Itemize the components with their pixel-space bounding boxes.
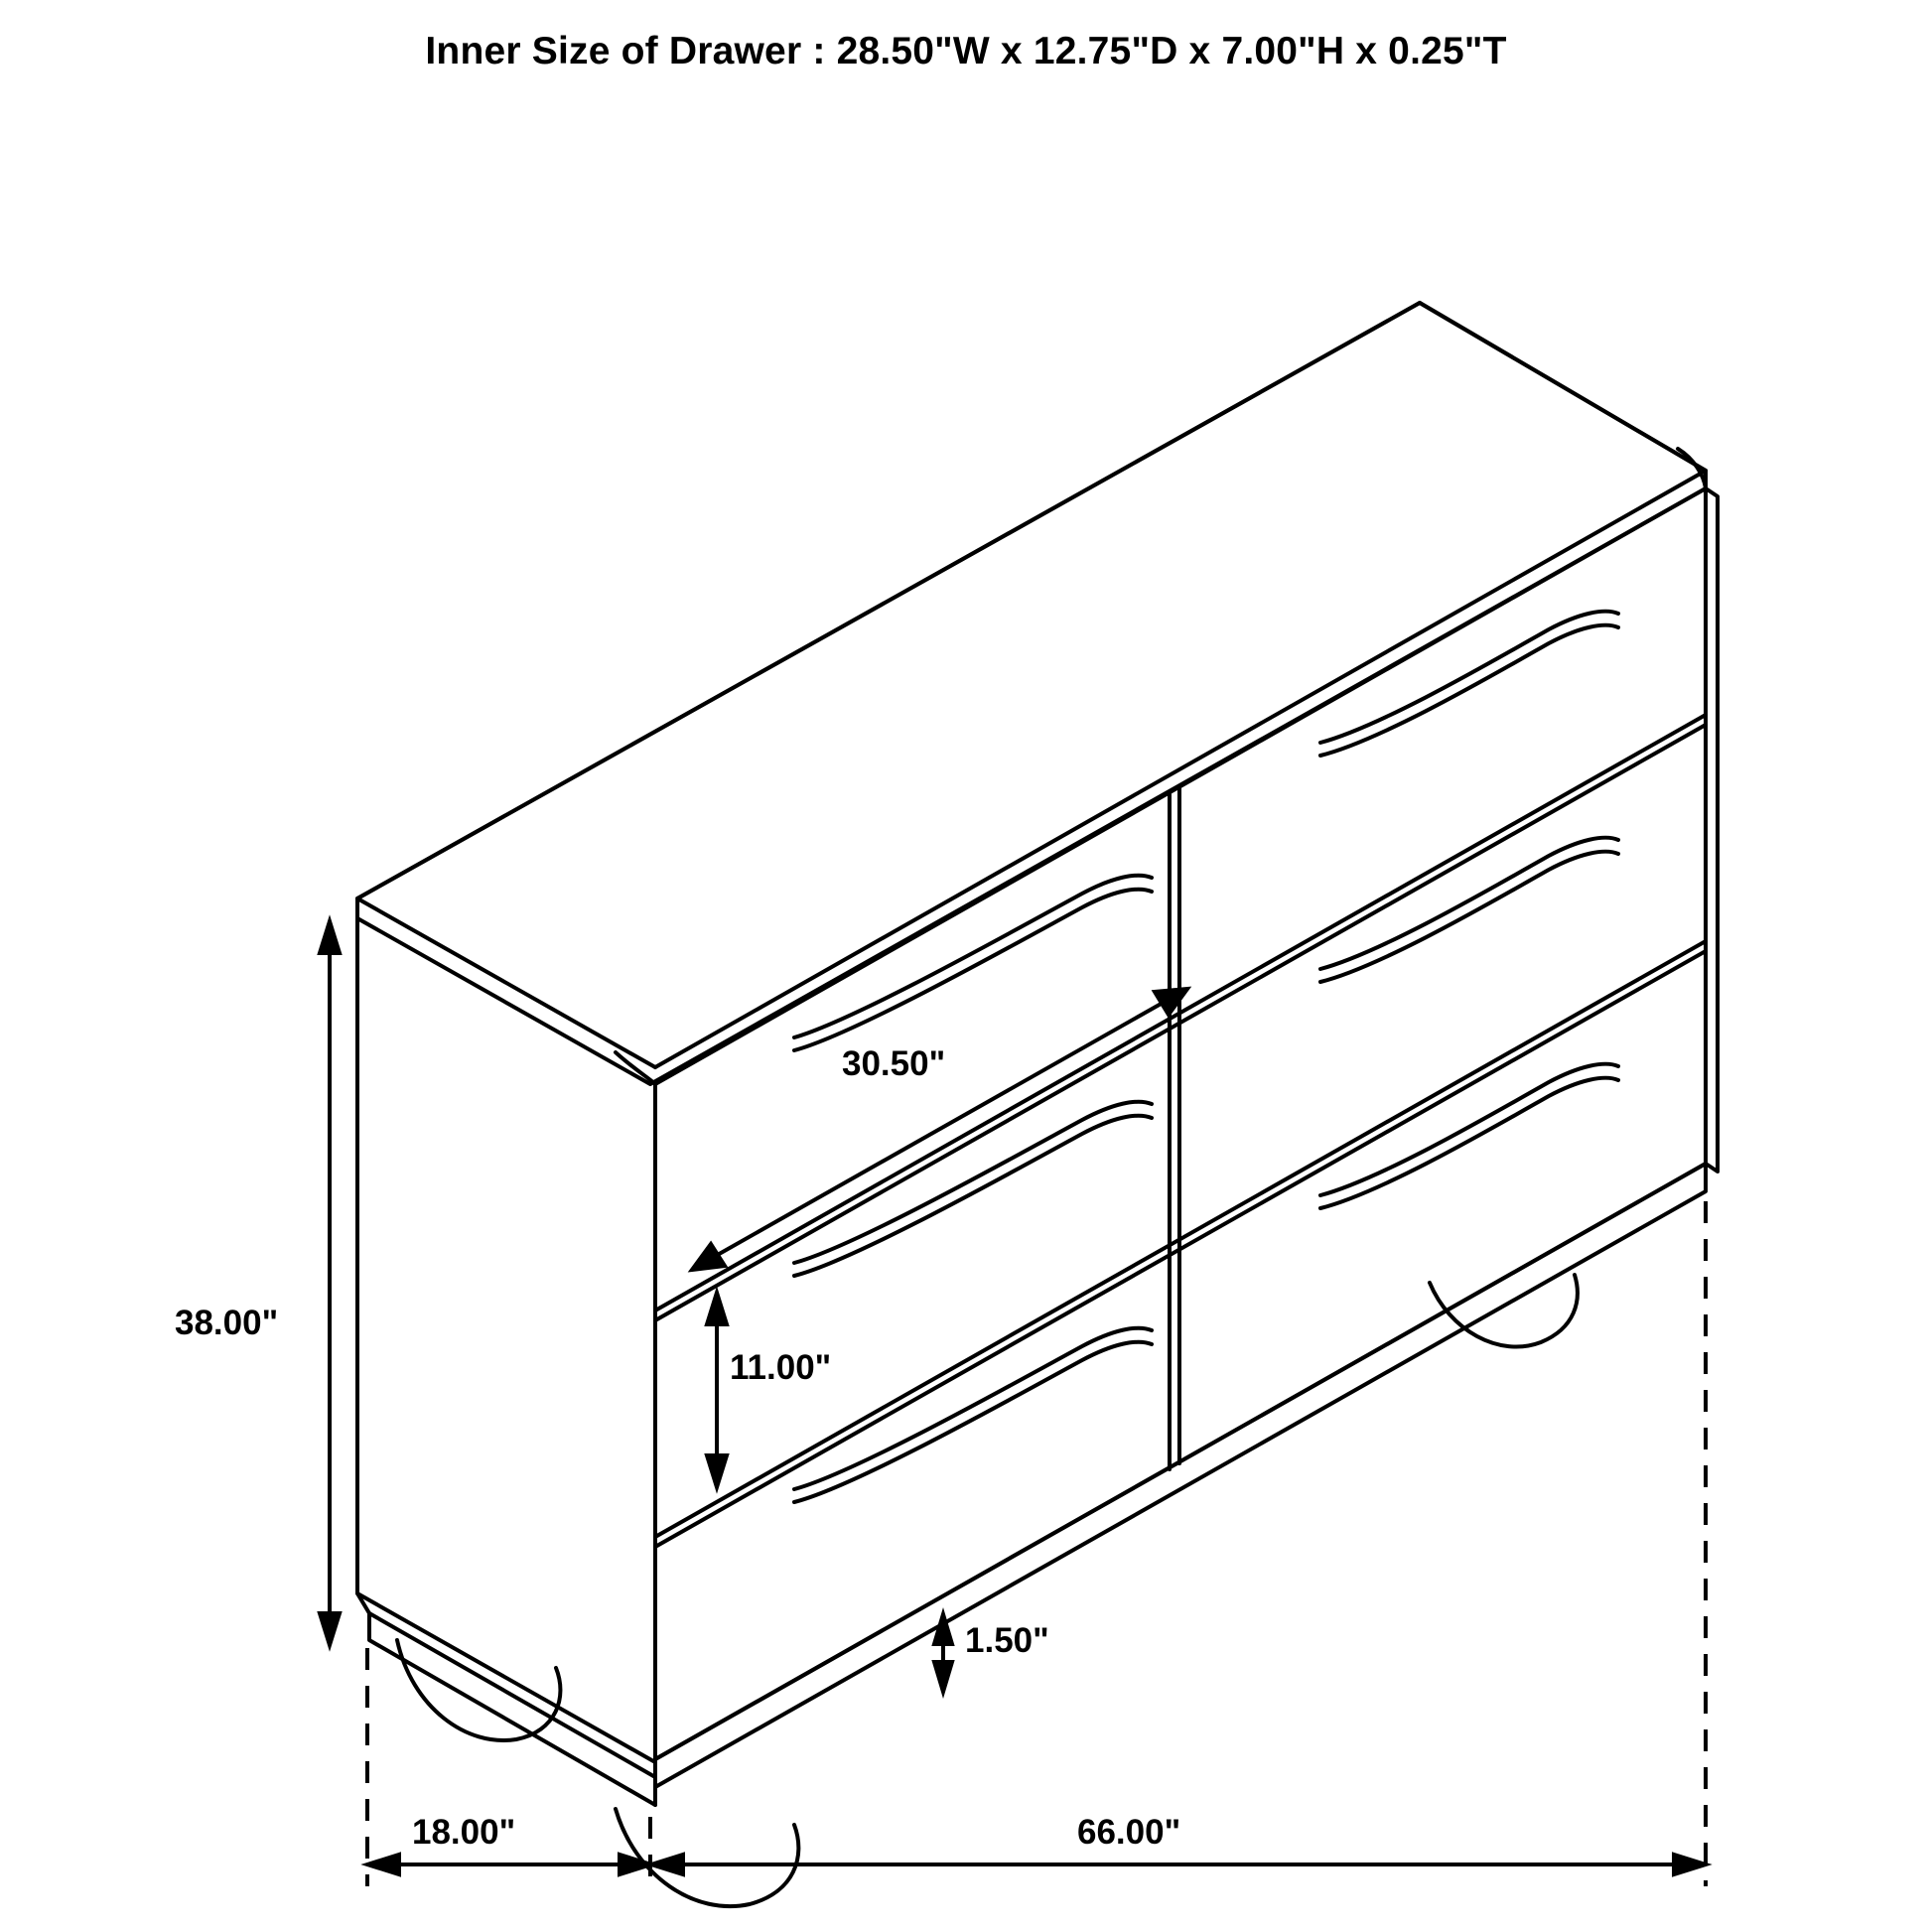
handle-top-left-b: [794, 890, 1152, 1050]
dim-arrow-depth-left: [367, 1855, 399, 1874]
dim-arrow-width-left: [651, 1855, 683, 1874]
dim-label-depth: 18.00": [412, 1813, 516, 1852]
base-plinth-left: [369, 1613, 655, 1805]
top-left-edge: [357, 898, 655, 1067]
cabinet-top: [357, 303, 1706, 1084]
dim-label-drawer-width: 30.50": [842, 1044, 946, 1083]
foot-left: [397, 1640, 560, 1740]
dim-label-drawer-height: 11.00": [730, 1348, 832, 1387]
dim-arrow-height-bottom: [320, 1613, 340, 1645]
left-side-panel: [357, 918, 655, 1777]
dim-label-width: 66.00": [1077, 1813, 1181, 1852]
dim-arrow-width-right: [1674, 1855, 1706, 1874]
dim-arrow-drawer-width-left: [692, 1244, 725, 1270]
dim-arrow-drawer-height-bottom: [707, 1455, 727, 1487]
dim-label-height: 38.00": [175, 1304, 279, 1342]
top-right-edge: [1420, 303, 1706, 471]
dim-arrow-drawer-height-top: [707, 1293, 727, 1324]
handle-top-right-b: [1320, 625, 1618, 756]
page-title: Inner Size of Drawer : 28.50"W x 12.75"D x 7.00"H x 0.25"T: [425, 30, 1507, 72]
dim-arrow-base-bottom: [934, 1662, 952, 1692]
left-panel-bottom-edge: [357, 1593, 655, 1762]
dim-arrow-height-top: [320, 921, 340, 953]
dim-line-drawer-width: [707, 998, 1172, 1261]
dim-label-base-clearance: 1.50": [965, 1621, 1049, 1660]
top-back-edge: [357, 303, 1420, 898]
foot-front-left: [616, 1809, 798, 1906]
